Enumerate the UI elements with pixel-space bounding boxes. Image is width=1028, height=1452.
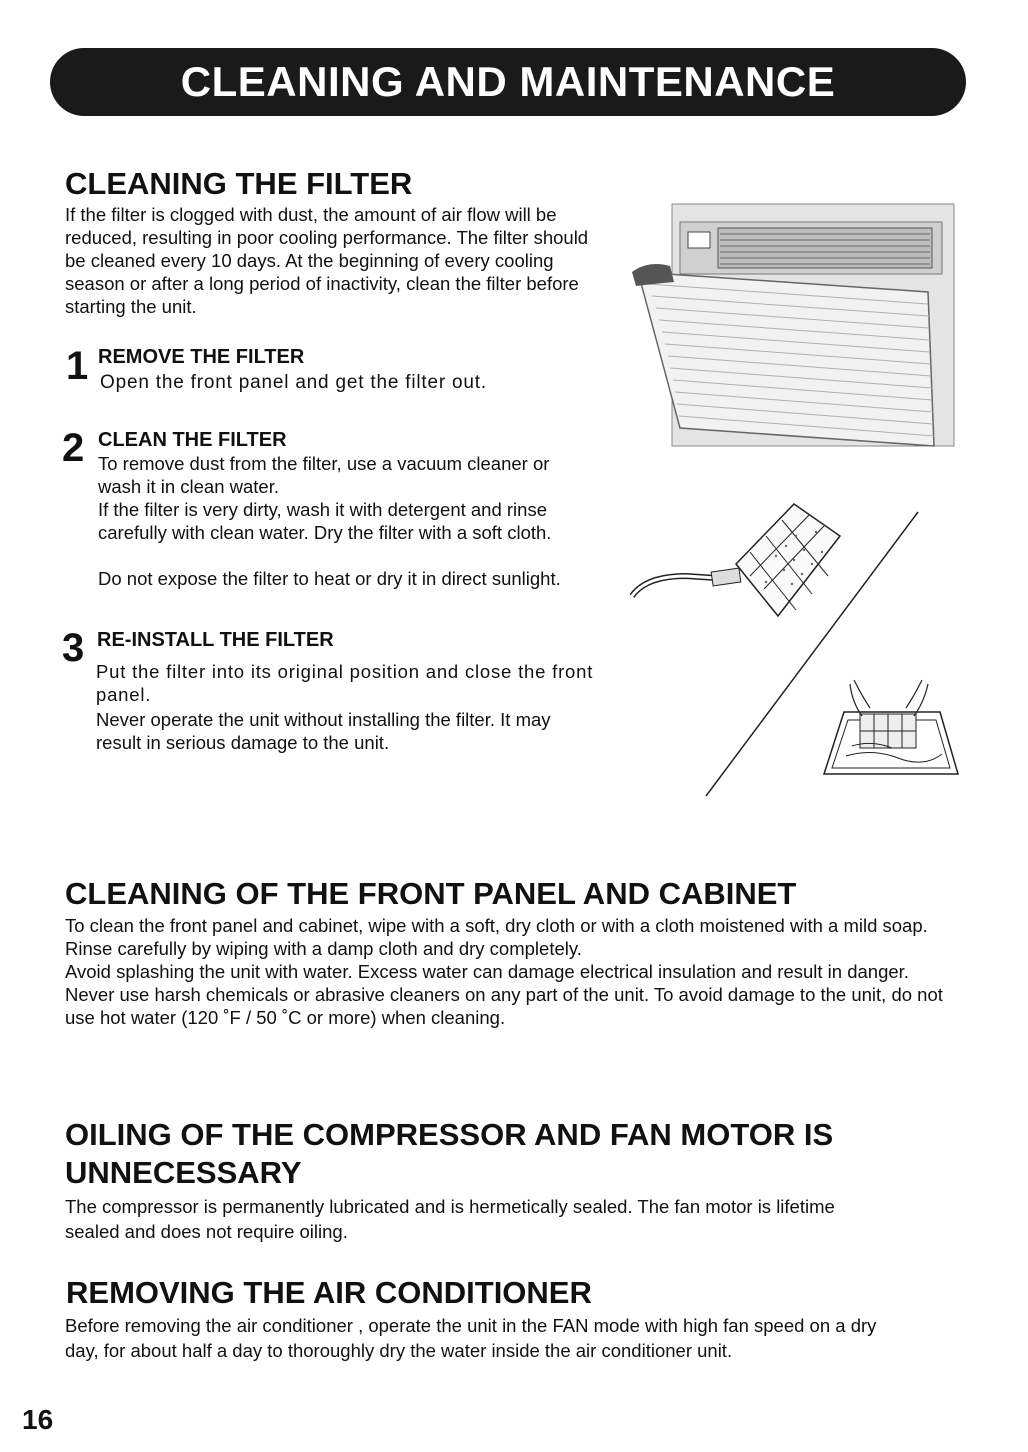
panel-paragraph-3: Never use harsh chemicals or abrasive cleaners on any part of the unit. To avoid damage to the unit, do not use hot water (120 ˚F / 50 ˚C or more) when cleaning.	[65, 984, 943, 1028]
step-2-text-1: To remove dust from the filter, use a vacuum cleaner or wash it in clean water.	[98, 453, 550, 497]
panel-section-body	[65, 914, 950, 1029]
oiling-section-title-line2: UNNECESSARY	[65, 1155, 302, 1190]
panel-paragraph-1: To clean the front panel and cabinet, wipe with a soft, dry cloth or with a cloth moistened with a mild soap. Rinse carefully by wiping with a damp cloth and dry completely.	[65, 915, 928, 959]
filter-intro-text: If the filter is clogged with dust, the amount of air flow will be reduced, resulting in poor cooling performance. The filter should be cleaned every 10 days. At the beginning of every cooling season or after a long period of inactivity, clean the filter before starting the unit.	[65, 204, 589, 317]
oiling-section-title-line1: OILING OF THE COMPRESSOR AND FAN MOTOR IS	[65, 1117, 834, 1152]
step-2-title: CLEAN THE FILTER	[98, 429, 287, 451]
step-1-number: 1	[66, 344, 89, 388]
removing-section-title: REMOVING THE AIR CONDITIONER	[66, 1275, 592, 1310]
oiling-section-text: The compressor is permanently lubricated and is hermetically sealed. The fan motor is lifetime sealed and does not require oiling.	[65, 1196, 835, 1242]
removing-section-text: Before removing the air conditioner , operate the unit in the FAN mode with high fan speed on a dry day, for about half a day to thoroughly dry the water inside the air conditioner unit.	[65, 1315, 877, 1361]
step-2-number: 2	[62, 426, 85, 470]
air-conditioner-illustration	[628, 200, 958, 450]
panel-paragraph-2: Avoid splashing the unit with water. Excess water can damage electrical insulation and result in danger.	[65, 961, 909, 982]
step-1-text: Open the front panel and get the filter out.	[100, 372, 487, 393]
filter-section-title: CLEANING THE FILTER	[65, 166, 413, 201]
panel-section-title: CLEANING OF THE FRONT PANEL AND CABINET	[65, 876, 797, 911]
wash-filter-illustration	[822, 676, 962, 780]
step-3-text-1: Put the filter into its original position and close the front panel.	[96, 661, 594, 705]
step-2-text-3: Do not expose the filter to heat or dry it in direct sunlight.	[98, 568, 561, 589]
page-title: CLEANING AND MAINTENANCE	[180, 58, 836, 105]
step-1-title: REMOVE THE FILTER	[98, 346, 305, 368]
step-3-text-2: Never operate the unit without installing the filter. It may result in serious damage to the unit.	[96, 709, 551, 753]
page-number: 16	[22, 1404, 54, 1435]
step-3-number: 3	[62, 626, 85, 670]
step-3-title: RE-INSTALL THE FILTER	[97, 629, 334, 651]
section-banner	[50, 48, 966, 116]
step-2-text-2: If the filter is very dirty, wash it with detergent and rinse carefully with clean water. Dry the filter with a soft cloth.	[98, 499, 552, 543]
